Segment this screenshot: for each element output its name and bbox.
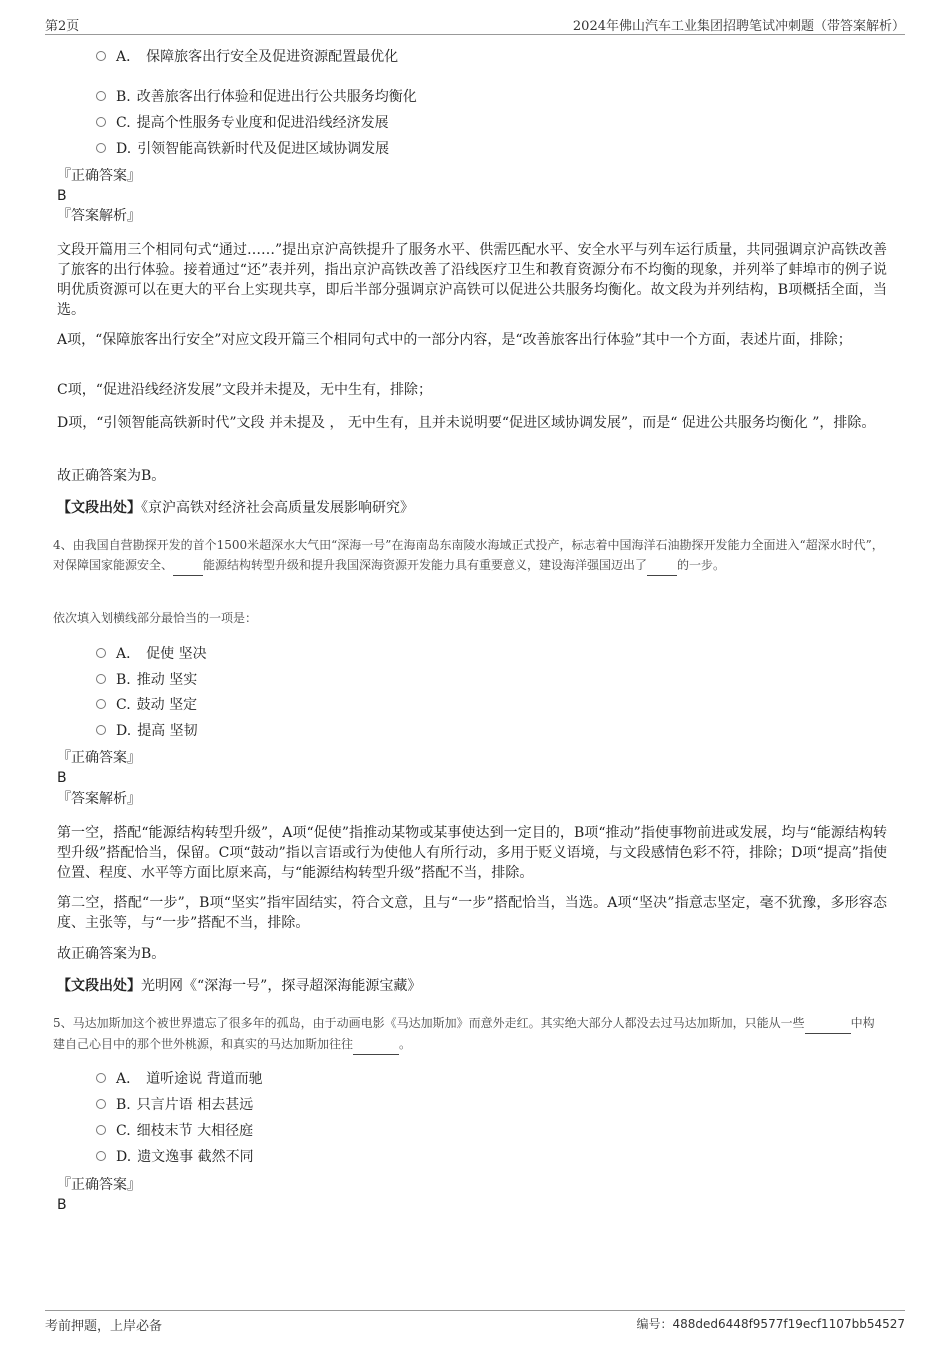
q4-answer-label: 『正确答案』 [57,750,141,766]
option-key: A． [116,49,141,65]
source-label: 【文段出处】 [57,978,141,994]
radio-icon[interactable] [96,117,106,127]
option-key: C. [116,697,131,713]
stem-text: 能源结构转型升级和提升我国深海资源开发能力具有重要意义，建设海洋强国迈出了 [203,558,648,572]
q3-option-b[interactable] [96,87,417,107]
q3-analysis-paragraph: D项，“引领智能高铁新时代”文段 并未提及 ， 无中生有，且并未说明要“促进区域协调发展”，而是“ 促进公共服务均衡化 ”，排除。 [57,415,876,431]
fill-blank [647,555,677,576]
option-text: 引领智能高铁新时代及促进区域协调发展 [137,141,390,157]
option-key: C. [116,1123,131,1139]
radio-icon[interactable] [96,699,106,709]
q4-prompt: 依次填入划横线部分最恰当的一项是： [53,611,258,625]
option-text: 细枝末节 大相径庭 [136,1123,254,1139]
q5-option-b[interactable] [96,1095,253,1115]
q4-analysis-paragraph: 第二空，搭配“一步”，B项“坚实”指牢固结实，符合文意，且与“一步”搭配恰当，当选。A项“坚决”指意志坚定，毫不犹豫，多形容态度、主张等，与“一步”搭配不当，排除。 [57,895,887,931]
option-text: 促使 坚决 [146,646,207,662]
option-key: C. [116,115,131,131]
radio-icon[interactable] [96,1099,106,1109]
radio-icon[interactable] [96,1073,106,1083]
radio-icon[interactable] [96,143,106,153]
radio-icon[interactable] [96,725,106,735]
q5-option-d[interactable] [96,1147,254,1167]
q4-answer: B [57,770,67,786]
q3-answer: B [57,188,67,204]
q3-source [57,498,414,518]
option-key: D. [116,1149,132,1165]
q4-option-c[interactable] [96,695,197,715]
radio-icon[interactable] [96,674,106,684]
stem-text: 的一步。 [677,558,726,572]
option-text: 推动 坚实 [136,672,198,688]
option-text: 遗文逸事 截然不同 [137,1149,254,1165]
q3-option-a[interactable] [96,47,398,67]
footer-slogan: 考前押题，上岸必备 [45,1319,163,1334]
q3-option-c[interactable] [96,113,389,133]
stem-text: 4、由我国自营勘探开发的首个1500米超深水大气田“深海一号”在海南岛东南陵水海域正式投产，标志着中国海洋石油勘探开发能力全面进入“超深水时代”，对保障国家能源安全、 [53,538,884,572]
option-key: D. [116,141,132,157]
q3-analysis-paragraph: A项，“保障旅客出行安全”对应文段开篇三个相同句式中的一部分内容，是“改善旅客出行体验”其中一个方面，表述片面，排除； [57,332,852,348]
page-footer [45,1310,905,1335]
q5-stem [53,1013,885,1055]
q3-analysis-paragraph: C项，“促进沿线经济发展”文段并未提及，无中生有，排除； [57,382,433,398]
source-text: 光明网《“深海一号”，探寻超深海能源宝藏》 [141,978,422,994]
q4-conclusion: 故正确答案为B。 [57,946,166,962]
fill-blank [353,1034,399,1055]
radio-icon[interactable] [96,648,106,658]
q3-answer-label: 『正确答案』 [57,168,141,184]
option-text: 改善旅客出行体验和促进出行公共服务均衡化 [136,89,417,105]
option-text: 只言片语 相去甚远 [136,1097,254,1113]
q3-option-d[interactable] [96,139,389,159]
option-key: A． [116,1071,141,1087]
option-text: 道听途说 背道而驰 [146,1071,263,1087]
radio-icon[interactable] [96,1125,106,1135]
q4-option-a[interactable] [96,644,207,664]
q4-option-b[interactable] [96,670,197,690]
stem-text: 。 [399,1037,412,1051]
fill-blank [805,1013,851,1034]
q5-answer: B [57,1197,67,1213]
option-key: D. [116,723,132,739]
radio-icon[interactable] [96,51,106,61]
q3-conclusion: 故正确答案为B。 [57,468,166,484]
q4-analysis-label: 『答案解析』 [57,791,141,807]
option-text: 鼓动 坚定 [136,697,198,713]
q3-analysis-label: 『答案解析』 [57,208,141,224]
source-text: 《京沪高铁对经济社会高质量发展影响研究》 [141,500,414,516]
stem-text: 5、马达加斯加这个被世界遗忘了很多年的孤岛，由于动画电影《马达加斯加》而意外走红。其实绝大部分人都没去过马达加斯加，只能从一些 [53,1016,805,1030]
radio-icon[interactable] [96,1151,106,1161]
q4-option-d[interactable] [96,721,198,741]
page-number: 第2页 [45,19,80,34]
option-key: B. [116,89,131,105]
q3-analysis-paragraph: 文段开篇用三个相同句式“通过……”提出京沪高铁提升了服务水平、供需匹配水平、安全水平与列车运行质量，共同强调京沪高铁改善了旅客的出行体验。接着通过“还”表并列，指出京沪高铁改善了沿线医疗卫生和教育资源分布不均衡的现象，并列举了蚌埠市的例子说明优质资源可以在更大的平台上实现共享，即后半部分强调京沪高铁可以促进公共服务均衡化。故文段为并列结构，B项概括全面，当选。 [57,242,887,318]
option-key: B. [116,1097,131,1113]
q5-option-a[interactable] [96,1069,263,1089]
q4-analysis-paragraph: 第一空，搭配“能源结构转型升级”，A项“促使”指推动某物或某事使达到一定目的，B项“推动”指使事物前进或发展，均与“能源结构转型升级”搭配恰当，保留。C项“鼓动”指以言语或行为使他人有所行动，多用于贬义语境，与文段感情色彩不符，排除；D项“提高”指使位置、程度、水平等方面比原来高，与“能源结构转型升级”搭配不当，排除。 [57,825,887,881]
option-text: 提高 坚韧 [137,723,198,739]
q5-answer-label: 『正确答案』 [57,1177,141,1193]
document-serial: 编号：488ded6448f9577f19ecf1107bb54527 [636,1317,905,1331]
q4-stem [53,535,885,576]
document-title: 2024年佛山汽车工业集团招聘笔试冲刺题（带答案解析） [572,19,905,34]
q4-source [57,976,421,996]
option-key: B. [116,672,131,688]
option-text: 保障旅客出行安全及促进资源配置最优化 [146,49,399,65]
stem-text: 中构建自己心目中的那个世外桃源，和真实的马达加斯加往往 [53,1016,875,1051]
option-key: A． [116,646,141,662]
q5-option-c[interactable] [96,1121,253,1141]
fill-blank [173,555,203,576]
page-header [45,14,905,35]
radio-icon[interactable] [96,91,106,101]
option-text: 提高个性服务专业度和促进沿线经济发展 [136,115,389,131]
source-label: 【文段出处】 [57,500,141,516]
